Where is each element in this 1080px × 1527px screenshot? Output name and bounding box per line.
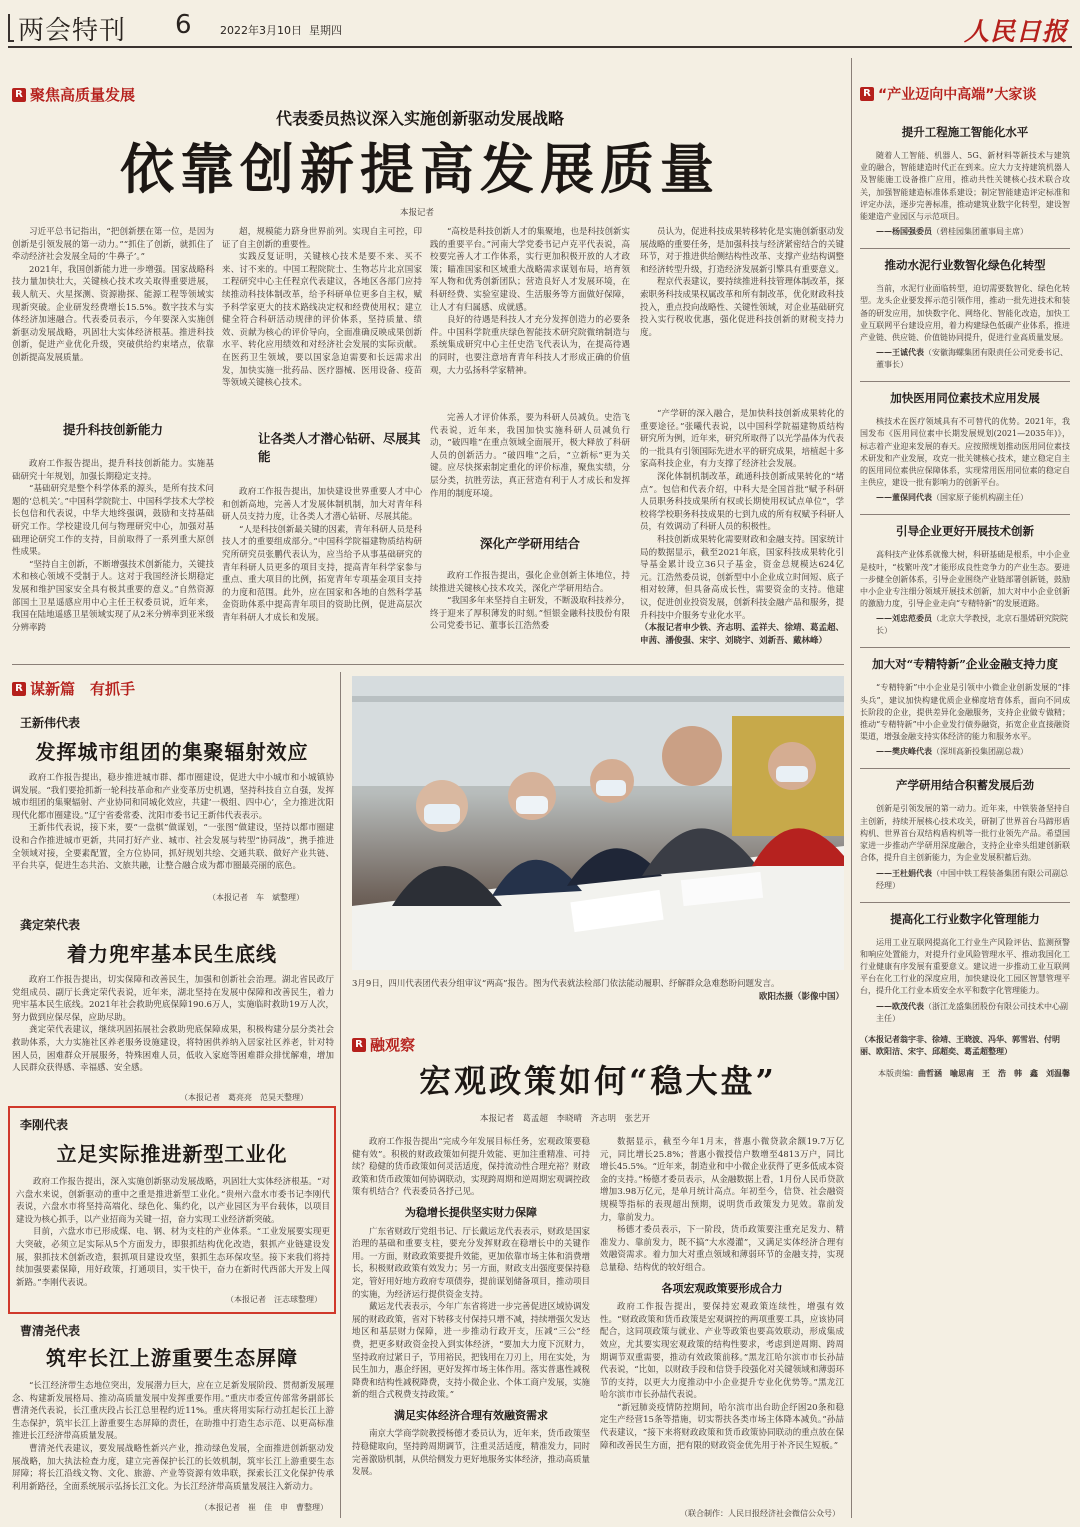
commentary-title: 加快医用同位素技术应用发展 [890,391,1040,406]
commentary-author: ——董保同代表（国家原子能机构副主任） [876,492,1028,503]
subsection-1-text: 政府工作报告提出，提升科技创新能力。实施基础研究十年规划，加强长期稳定支持。 “基础研究是整个科学体系的源头，是所有技术问题的‘总机关’。”中国科学院院士、中国科学技术大学校长包信和代表说，中华大地终强调，鼓励和支持基础研究工作。学校建设几何与物理研究中心，加强对基础理论研究工作的支持，目前取得了一系列重大原创性成果。 “坚持自主创新，不断增强技术创新能力，关键技术和核心领域不受制于人。这对于我国经济长期稳定发展和维护国家安全具有极其重要的意义。”自然资源部国土卫星遥感应用中心主任王权委员说，近年来，我国在陆地遥感卫星领域实现了从2米分辨率到亚米级分辨率跨 [12,459,214,633]
commentary-text: 创新是引领发展的第一动力。近年来，中铁装备坚持自主创新，持续开展核心技术攻关，研制了世界首台马蹄形盾构机、世界首台双结构盾构机等一批行业领先产品。希望国家进一步推动产学研用深度融合，支持企业牵头组建创新联合体，提升自主创新能力，为企业发展积蓄后劲。 [860,804,1070,863]
lead-column-1: 习近平总书记指出，“把创新摆在第一位，是因为创新是引领发展的第一动力。”“抓住了创新，就抓住了牵动经济社会发展全局的‘牛鼻子’。” 2021年，我国创新能力进一步增强。国家战略科技力量加快壮大，关键核心技术攻关取得重要进展，载人航天、火星探测、资源勘探、能源工程等领域实现新突破。企业研发经费增长15.5%。数字技术与实体经济加速融合。代表委员表示，今年要深入实施创新驱动发展战略，巩固壮大实体经济根基。推进科技创新，促进产业优化升级，突破供给约束堵点，依靠创新提高发展质量。 [12,227,214,363]
subsection-2-text: 政府工作报告提出，加快建设世界重要人才中心和创新高地，完善人才发展体制机制，加大对青年科研人员支持力度，让各类人才潜心钻研、尽展其能。 “人是科技创新最关键的因素，青年科研人员是科技人才的重要组成部分。”中国科学院福建物质结构研究所研究员张鹏代表认为，应当给予从事基础研究的青年科研人员更多的项目支持，提高青年科学家参与重点、重大项目的比例，拓宽青年专项基金项目支持的力度和范围。此外，应在国家和各地的自然科学基金资助体系中提高青年项目的资助比例，促进高层次青年科研人才成长和发展。 [222,487,422,623]
r-badge-icon: R [12,682,26,696]
page-number: 6 [175,10,192,40]
commentary-title: 提高化工行业数字化管理能力 [890,911,1040,926]
item-name-4: 曹清尧代表 [20,1324,81,1338]
r-badge-icon: R [860,87,874,101]
lead-byline: 本报记者 [400,208,435,218]
item-title-1: 发挥城市组团的集聚辐射效应 [35,740,309,764]
lead-headline: 依靠创新提高发展质量 [120,137,720,201]
item-text-3: 政府工作报告提出，深入实施创新驱动发展战略，巩固壮大实体经济根基。“对六盘水来说，创新驱动的重中之重是推进新型工业化。”贵州六盘水市委书记李刚代表说，六盘水市将坚持高端化、绿色化、集约化，以产业园区为平台载体，以项目建设为核心抓手，以产业招商为关键一招，奋力实现工业经济新突破。 目前，六盘水市已形成煤、电、钢、材为支柱的产业体系。“工业发展要实现更大突破，必须立足实际从5个方面发力，即狠抓结构优化改造，狠抓产业链建设发展，狠抓技术创新改造，狠抓项目建设攻坚，狠抓生态环保攻坚。接下来我们将持续加强要素保障，用好政策，打通项目，实干快干，奋力在新时代西部大开发上闯新路。”李刚代表说。 [16,1177,330,1288]
commentary-divider [860,647,1070,648]
masthead [0,0,1080,52]
item-credit-4: （本报记者 崔 佳 申 曹整理） [200,1503,328,1512]
right-column-credit: （本报记者翁宇非、徐靖、王晓波、冯华、郭雪岩、付明丽、欧阳洁、宋宇、邱超奕、葛孟超整理） [860,1033,1060,1056]
subhead-innovation-capacity: 提升科技创新能力 [62,422,163,437]
column-divider-right [851,58,852,1518]
macro-headline: 宏观政策如何“稳大盘” [419,1062,777,1100]
commentary-title: 产学研用结合积蓄发展后劲 [896,778,1034,793]
commentary-text: 当前，水泥行业面临转型，迫切需要数智化、绿色化转型。龙头企业要发挥示范引领作用，推动一批先进技术和装备的研发应用，加快数字化、网络化、智能化改造，加快工业互联网平台建设应用，着力构建绿色低碳产业体系，推进产业链、供应链、价值链协同提升，促进行业高质量发展。 [860,284,1070,343]
r-badge-icon: R [352,1038,366,1052]
column-4-lower: “产学研的深入融合，是加快科技创新成果转化的重要途径。”张曦代表说，以中国科学院福建物质结构研究所为例，近年来，研究所取得了以光学晶体为代表的一批具有引领国际先进水平的研究成果，培植起十多家高科技企业，有力支撑了经济社会发展。 深化体制机制改革，疏通科技创新成果转化的“堵点”。包信和代表介绍，中科大是全国首批“赋予科研人员职务科技成果所有权或长期使用权试点单位”，学校将学校职务科技成果的七到九成的所有权赋予科研人员，有效调动了科研人员的积极性。 科技创新成果转化需要财政和金融支持。国家统计局的数据显示，截至2021年底，国家科技成果转化引导基金累计设立36只子基金，资金总规模达624亿元。江浩然委员说，创新型中小企业成立时间短、底子相对较薄，但具备高成长性，需要资金的支持。他建议，促进创业投资发展，创新科技金融产品和服务，提升科技中介服务专业化水平。 （本报记者申少铁、齐志明、孟祥夫、徐靖、葛孟超、申茜、潘俊强、宋宇、刘晓宇、刘新吾、戴林峰） [640,409,844,646]
commentary-title: 提升工程施工智能化水平 [901,125,1029,139]
commentary-author: ——欧茂代表（浙江龙盛集团股份有限公司技术中心副主任） [876,1000,1068,1023]
section-tag-observation: R 融观察 [352,1034,415,1055]
item-text-2: 政府工作报告提出，切实保障和改善民生，加强和创新社会治理。湖北省民政厅党组成员、副厅长龚定荣代表说，近年来，湖北坚持在发展中保障和改善民生，着力兜牢基本民生底线。2021年社会救助兜底保障190.6万人，实施临时救助19万人次，努力做到应保尽保，应助尽助。 龚定荣代表建议，继续巩固拓展社会救助兜底保障成果，积极构建分层分类社会救助体系，大力实施社区养老服务设施建设，将特困供养纳入居家社区养老，针对特困人员，困难群众开展服务，特殊困难人员，低收入家庭等困难群众排忧解难，增加人民群众获得感、幸福感、安全感。 [12,975,334,1074]
commentary-item [860,257,1070,382]
macro-subhead-2: 满足实体经济合理有效融资需求 [394,1408,548,1422]
section-tag-industry: R “产业迈向中高端”大家谈 [860,84,1036,104]
item-text-4: “长江经济带生态地位突出，发展潜力巨大，应在立足新发展阶段、贯彻新发展理念、构建新发展格局、推动高质量发展中发挥重要作用。”重庆市委宣传部常务副部长曹清尧代表说，长江重庆段占长江总里程约近11%。重庆将用实际行动扛起长江上游生态保护，筑牢长江上游重要生态屏障的责任，在助推中打造生态示范、以更高标准推进长江经济带高质量发展。 曹清尧代表建议，要发展战略性新兴产业，推动绿色发展，全面推进创新驱动发展战略，加大执法检查力度，建立完善保护长江的长效机制，筑牢长江上游重要生态屏障；将长江沿线文物、文化、旅游、产业等资源有效串联，探索长江文化保护传承利用新路径，全面系统展示弘扬长江文化。为长江经济带高质量发展注入新动力。 [12,1381,334,1492]
r-badge-icon: R [12,88,26,102]
section-name: 两会特刊 [18,16,127,46]
item-credit-3: （本报记者 汪志球整理） [226,1295,322,1304]
commentary-item [860,523,1070,648]
commentary-item [860,911,1070,1025]
newspaper-logo: 人民日报 [963,17,1068,46]
commentary-author: ——王杜娟代表（中国中铁工程装备集团有限公司副总经理） [876,867,1068,890]
column-divider-left [340,672,341,1518]
right-column [860,118,1070,1514]
commentary-item [860,777,1070,902]
editors-line: 本版责编：曲哲涵 喻思南 王 浩 韩 鑫 刘温馨 [878,1067,1070,1078]
commentary-title: 加大对“专精特新”企业金融支持力度 [872,657,1058,672]
macro-subhead-1: 为稳增长提供坚实财力保障 [405,1205,537,1219]
commentary-divider [860,248,1070,249]
item-text-1: 政府工作报告提出，稳步推进城市群、都市圈建设，促进大中小城市和小城镇协调发展。“我们要抢抓新一轮科技革命和产业变革历史机遇，坚持科技自立自强，发挥城市组团的集聚辐射、产业协同和同城化效应，共建‘一极组、四中心’，全力推进沈阳现代化都市圈建设。”辽宁省委常委、沈阳市委书记王新伟代表表示。 王新伟代表说，接下来，要“一盘棋”做谋划，“一张图”做建设，坚持以都市圈建设和合作推进城市更新，共同打好产业、城市、社会发展与转型“协同战”，携手推进全领域对接，全要素配置，全方位协同，抓好规划共绘、交通共联、做好产业共链、平台共享，促进生态共治、文旅共融，让整合融合成为都市圈最亮丽的底色。 [12,773,334,872]
lead-column-4: 员认为，促进科技成果转移转化是实施创新驱动发展战略的重要任务，是加强科技与经济紧密结合的关键环节，对于推进供给侧结构性改革、支撑产业结构调整和经济转型升级，打造经济发展新引擎具有重要意义。 程京代表建议，要持续推进科技管理体制改革，探索职务科技成果权属改革和所有制改革，优化财政科技投入，重点投向战略性、关键性领域，对企业基础研究投入实行税收优惠，强化促进科技创新的财税支持力度。 [640,227,844,338]
commentary-title: 引导企业更好开展技术创新 [896,524,1034,539]
commentary-author: ——王诚代表（安徽海螺集团有限责任公司党委书记、董事长） [876,347,1068,370]
item-name-1: 王新伟代表 [20,716,81,730]
photo-caption: 3月9日，四川代表团代表分组审议“两高”报告。图为代表就法检部门依法能动履职、纾解群众急难愁盼问题发言。 欧阳杰摄（影像中国） [352,979,844,1002]
item-name-2: 龚定荣代表 [20,918,81,932]
item-title-2: 着力兜牢基本民生底线 [67,942,277,966]
item-name-3: 李刚代表 [20,1118,69,1132]
macro-subhead-3: 各项宏观政策要形成合力 [661,1281,783,1295]
commentary-author: ——樊庆峰代表（深圳高新投集团副总裁） [876,746,1028,757]
commentary-divider [860,514,1070,515]
macro-column-1: 政府工作报告提出“完成今年发展目标任务，宏观政策要稳健有效”。积极的财政政策如何提升效能、更加注重精准、可持续？稳健的货币政策如何灵活适度，保持流动性合理充裕？财政政策和货币政策如何协调联动，实现跨周期和逆周期宏观调控政策有机结合？代表委员各抒己见。 为稳增长提供坚实财力保障 广东省财政厅党组书记、厅长戴运龙代表表示，财政是国家治理的基础和重要支柱，要充分发挥财政在稳增长中的关键作用。一方面，财政政策要提升效能，更加依靠市场主体和消费增长，积极财政政策有效发力；另一方面，财政支出强度要保持稳定，管好用好地方政府专项债券，提前谋划储备项目，推动项目的实施，为经济运行提供资金支持。 戴运龙代表表示，今年广东省将进一步完善促进区域协调发展的财政政策，省对下转移支付保持只增不减，持续增强欠发达地区和基层财力保障，进一步推动行政开支，压减“三公”经费，把更多财政资金投入到实体经济，“要加大力度下沉财力，坚持政府过紧日子，节用裕民，把钱用在刀刃上，用在实处，为民生加力，惠企纾困，更好发挥市场主体作用。落实普惠性减税降费和结构性减税降费，支持小微企业、个体工商户发展，实施新的组合式税费支持政策。” 满足实体经济合理有效融资需求 南京大学商学院教授杨德才委员认为，近年来，货币政策坚持稳健取向，坚持跨周期调节，注重灵活适度，精准发力，同时完善激励机制，从供给侧发力更好地服务实体经济，推动高质量发展。 [352,1137,590,1478]
macro-column-2: 数据显示，截至今年1月末，普惠小微贷款余额19.7万亿元，同比增长25.8%；普惠小微授信户数增至4813万户，同比增长45.5%。“近年来，制造业和中小微企业获得了更多低成本资金的支持。”杨德才委员表示，从金融数据上看，1月份人民币贷款增加3.98万亿元，是单月统计高点。年初至今，信贷、社会融资规模等指标的表现超出预期，说明货币政策发力见效。靠前发力，靠前发力。 杨德才委员表示，下一阶段，货币政策要注重充足发力、精准发力、靠前发力，既不搞“大水漫灌”，又满足实体经济合理有效融资需求。着力加大对重点领域和薄弱环节的金融支持，实现总量稳、结构优的较好组合。 各项宏观政策要形成合力 政府工作报告提出，要保持宏观政策连续性，增强有效性。“财政政策和货币政策是宏观调控的两项重要工具，应该协同配合，这同项政策与就业、产业等政策也要高效联动，形成集成效应，尤其要实现宏观政策的结构性要求，考虑到逆周期、跨周期调节双重需要，推动有效政策前移。”黑龙江哈尔滨市市长孙喆代表说，“比如，以财政手段和信贷手段强化对关键领域和薄弱环节的支持，以更大力度推动中小企业提升专业化优势等。”黑龙江哈尔滨市市长孙喆代表说。 “新冠肺炎疫情防控期间，哈尔滨市出台助企纾困20条和稳定生产经营15条等措施，切实帮扶各类市场主体降本减负。”孙喆代表建议，“接下来将财政政策和货币政策协同联动的重点放在保障和改善民生方面，把有限的财政资金优先用于补齐民生短板。” [600,1137,844,1451]
lead-column-3: “高校是科技创新人才的集聚地，也是科技创新实践的重要平台。”河南大学党委书记卢克平代表说，高校要完善人才工作体系，实行更加积极开放的人才政策；瞄准国家和区域重大战略需求谋划布局，培育领军人物和优秀创新团队；营造良好人才发展环境，在科研经费、实验室建设、生活服务等方面做好保障，让人才有归属感、成就感。 良好的待遇是科技人才充分发挥创造力的必要条件。中国科学院重庆绿色智能技术研究院微纳制造与系统集成研究中心主任史浩飞代表认为，在提高待遇的同时，也要注意培育青年科技人才形成正确的价值观，大力弘扬科学家精神。 [430,227,630,376]
commentary-author: ——刘忠范委员（北京大学教授，北京石墨烯研究院院长） [876,613,1068,636]
commentary-text: “专精特新”中小企业是引领中小微企业创新发展的“排头兵”，建议加快构建优质企业梯度培育体系，面向不同成长阶段的企业，提供差异化金融服务，支持企业做专做精；推动“专精特新”中小企业发行债券融资，拓宽企业直接融资渠道，增强金融支持实体经济的能力和服务水平。 [860,683,1070,742]
commentary-text: 核技术在医疗领域具有不可替代的优势。2021年，我国发布《医用同位素中长期发展规划(2021—2035年)》，标志着产业迎来发展的春天。应按照规划推动医用同位素技术研发和产业发展，攻克一批关键核心技术，建立稳定自主的医用同位素供应保障体系，实现常用医用同位素的稳定自主供应，建设一批有影响力的创新平台。 [860,417,1070,488]
macro-byline: 本报记者 葛孟超 李晓晴 齐志明 张艺开 [480,1114,651,1124]
commentary-divider [860,768,1070,769]
commentary-divider [860,902,1070,903]
section-divider [12,664,844,665]
item-credit-1: （本报记者 车 斌整理） [208,893,304,902]
subhead-industry-academia: 深化产学研用结合 [479,536,580,551]
commentary-divider [860,381,1070,382]
news-photo [352,676,844,970]
meeting-scene-image [352,676,844,970]
commentary-text: 高科技产业体系就像大树，科研基础是根系，中小企业是枝叶，“枝繁叶茂”才能形成良性竞争力的产业生态。要进一步健全创新体系，引导企业围绕产业链部署创新链，鼓励中小企业专注细分领域开展技术创新，加大对中小企业创新的激励力度，引导企业走向“专精特新”的发展道路。 [860,550,1070,609]
masthead-rule [8,46,1072,48]
item-title-4: 筑牢长江上游重要生态屏障 [46,1346,298,1370]
commentary-item [860,656,1070,769]
lead-kicker: 代表委员热议深入实施创新驱动发展战略 [275,109,564,128]
subsection-3-text: 政府工作报告提出，强化企业创新主体地位，持续推进关键核心技术攻关，深化产学研用结合。 “我国多年来坚持自主研发，不断汲取科技养分，终于迎来了厚积薄发的时刻。”恒银金融科技股份有限公司党委书记、董事长江浩然委 [430,571,630,632]
section-tag-new-chapter: R 谋新篇 有抓手 [12,678,135,699]
subhead-talent: 让各类人才潜心钻研、尽展其能 [258,431,421,464]
commentary-text: 运用工业互联网提高化工行业生产风险评估、监测预警和响应处置能力，对提升行业风险管理水平、推动我国化工行业健康有序发展有重要意义。建议进一步推动工业互联网平台在化工行业的深度应用，加快建设化工园区智慧管理平台，提升化工行业本质安全水平和数字化管理能力。 [860,937,1070,996]
macro-credit: （联合制作：人民日报经济社会微信公众号） [680,1509,840,1518]
item-credit-2: （本报记者 葛亮亮 范昊天整理） [180,1093,308,1102]
column-3-lower: 完善人才评价体系，要为科研人员减负。史浩飞代表说，近年来，我国加快实施科研人员减负行动，“破四唯”在重点领域全面展开，极大释放了科研人员的创新活力。“破四唯”之后，“立新标”更为关键。应尽快探索制定重化的评价标准，聚焦实绩，分层分类，抗胜劳法，真正营造有利于人才成长和发挥作用的制度环境。 [430,413,630,499]
commentary-title: 推动水泥行业数智化绿色化转型 [884,258,1046,273]
issue-date: 2022年3月10日 星期四 [220,24,342,37]
commentary-text: 随着人工智能、机器人、5G、新材料等新技术与建筑业的融合，智能建造时代正在到来。应大力支持建筑机器人及智能施工设备推广应用，推动共性关键核心技术联合攻关，加强智能建造标准体系建设；制定智能建造评定标准和评定办法，逐步完善标准，推动建筑业数字化转型，建设智能建造产业园区与示范项目。 [860,151,1070,222]
commentary-author: ——杨国强委员（碧桂园集团董事局主席） [876,226,1028,237]
section-tag-focus: R 聚焦高质量发展 [12,84,135,105]
commentary-item [860,124,1070,249]
masthead-bracket [8,14,14,42]
photo-credit: 欧阳杰摄（影像中国） [758,991,844,1002]
commentary-item [860,390,1070,515]
item-title-3: 立足实际推进新型工业化 [56,1142,288,1166]
lead-column-2: 超，规模能力跻身世界前列。实现自主可控，印证了自主创新的重要性。 实践反复证明，关键核心技术是要不来、买不来、讨不来的。中国工程院院士、生物芯片北京国家工程研究中心主任程京代表建议，各地区各部门应持续推动科技体制改革，给予科研单位更多自主权，赋予科学家更大的技术路线决定权和经费使用权；建立健全符合科研活动规律的评价体系，坚持质量、绩效、贡献为核心的评价导向，全面准确反映成果创新水平、转化应用绩效和对经济社会发展的实际贡献。在医药卫生领域，要以国家急迫需要和长远需求出发，加快实施一批药品、医疗器械、医用设备、疫苗等领域关键核心技术。 [222,227,422,389]
